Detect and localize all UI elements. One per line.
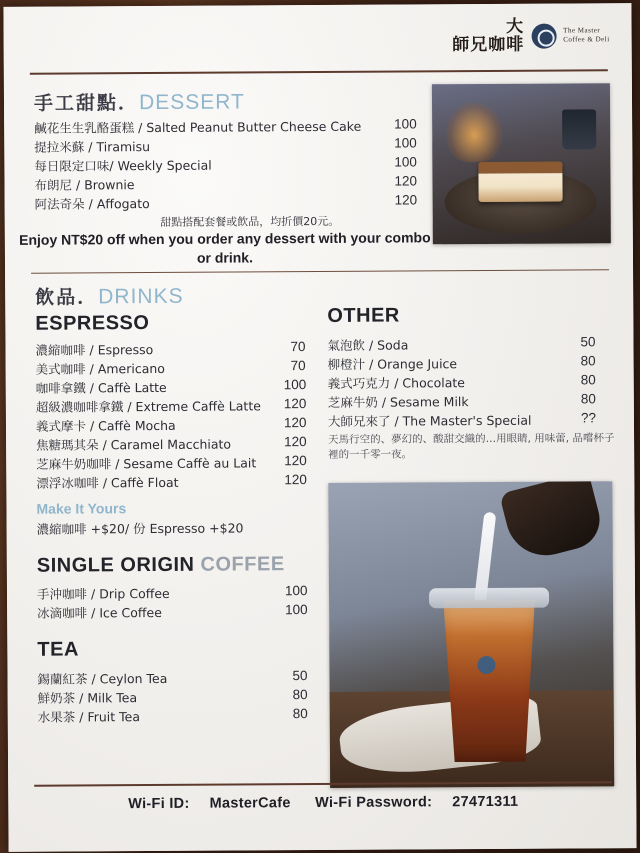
other-description: 天馬行空的、夢幻的、酸甜交織的…用眼睛, 用味蕾, 品嚐杯子裡的一千零一夜。 xyxy=(328,432,615,461)
espresso-item xyxy=(36,416,176,435)
dessert-item-name: 每日限定口味/ Weekly Special xyxy=(34,157,212,174)
other-item-price: 80 xyxy=(580,372,596,388)
espresso-item xyxy=(36,473,178,492)
espresso-item-price: 70 xyxy=(290,339,306,355)
wifi-footer xyxy=(34,793,612,813)
other-item xyxy=(328,373,465,392)
espresso-item xyxy=(36,435,231,454)
brand-logo-block xyxy=(452,17,610,54)
tea-item xyxy=(37,669,167,688)
single-origin-heading-bold: SINGLE ORIGIN xyxy=(36,553,201,577)
dessert-drinks-divider xyxy=(31,269,609,274)
dessert-note-cn: 甜點搭配套餐或飲品，均折價20元。 xyxy=(160,214,340,229)
espresso-item xyxy=(36,359,165,378)
wifi-id-value: MasterCafe xyxy=(209,795,291,812)
brand-name-en-line2: Coffee & Deli xyxy=(563,35,610,44)
menu-sheet xyxy=(3,3,636,852)
dessert-section-title xyxy=(34,87,245,115)
espresso-heading: ESPRESSO xyxy=(35,312,150,335)
espresso-item xyxy=(36,378,167,397)
espresso-item-name: 漂浮冰咖啡 / Caffè Float xyxy=(36,474,179,491)
single-origin-item-name: 手沖咖啡 / Drip Coffee xyxy=(36,585,170,602)
dessert-photo xyxy=(432,83,611,244)
dessert-item-name: 布朗尼 / Brownie xyxy=(34,177,135,193)
make-it-yours-line xyxy=(37,518,244,537)
dessert-item-price: 100 xyxy=(394,135,417,151)
single-origin-heading xyxy=(37,553,285,578)
brand-name-cn-line2: 師兄咖啡 xyxy=(452,34,525,56)
espresso-item-name: 超級濃咖啡拿鐵 / Extreme Caffè Latte xyxy=(35,398,261,415)
brand-name-cn-line1: 大 xyxy=(506,16,525,37)
other-item-price: 80 xyxy=(580,391,596,407)
dessert-item-name: 鹹花生生乳酪蛋糕 / Salted Peanut Butter Cheese Cake xyxy=(34,118,362,136)
espresso-item-price: 120 xyxy=(284,453,307,469)
dessert-title-en: DESSERT xyxy=(138,90,245,115)
espresso-item-price: 120 xyxy=(283,396,307,412)
drink-photo-lid xyxy=(429,588,549,609)
wifi-password-label: Wi-Fi Password: xyxy=(315,794,433,812)
espresso-item-name: 義式摩卡 / Caffè Mocha xyxy=(35,417,176,434)
espresso-item-name: 焦糖瑪其朵 / Caramel Macchiato xyxy=(36,436,232,453)
tea-item xyxy=(38,688,138,707)
other-item xyxy=(328,392,469,411)
tea-item-name: 錫蘭紅茶 / Ceylon Tea xyxy=(37,670,168,687)
tea-item-name: 鮮奶茶 / Milk Tea xyxy=(37,690,138,706)
single-origin-item xyxy=(37,603,162,622)
wifi-id-label: Wi-Fi ID: xyxy=(128,795,190,813)
espresso-item-name: 咖啡拿鐵 / Caffè Latte xyxy=(35,379,167,396)
tea-item xyxy=(38,707,140,726)
drinks-title-en: DRINKS xyxy=(98,284,184,309)
cup-logo-ring-icon xyxy=(477,656,495,674)
brand-name-en-line1: The Master xyxy=(563,26,601,35)
dessert-note-en: Enjoy NT$20 off when you order any dessert with your combo or drink. xyxy=(19,229,431,266)
brand-name-en xyxy=(563,26,610,44)
single-origin-item xyxy=(37,584,170,603)
make-it-yours-heading: Make It Yours xyxy=(36,500,127,517)
dessert-photo-cake xyxy=(478,162,562,203)
other-item-name: 柳橙汁 / Orange Juice xyxy=(327,356,458,372)
dessert-item-price: 120 xyxy=(394,192,418,208)
other-item-name: 義式巧克力 / Chocolate xyxy=(327,375,465,391)
tea-item-price: 80 xyxy=(292,687,308,703)
espresso-item-price: 100 xyxy=(283,377,307,393)
single-origin-item-name: 冰滴咖啡 / Ice Coffee xyxy=(37,604,162,621)
drinks-title-cn: 飲品． xyxy=(35,286,99,309)
coffee-ring-icon xyxy=(531,23,556,48)
menu-content xyxy=(3,3,636,852)
other-item xyxy=(327,335,408,353)
other-item xyxy=(328,411,532,430)
drinks-section-title xyxy=(35,282,184,310)
dessert-item-price: 100 xyxy=(394,154,417,170)
make-it-yours-text: 濃縮咖啡 +$20/ 份 Espresso +$20 xyxy=(36,520,244,537)
other-item-name: 大師兄來了 / The Master's Special xyxy=(327,412,532,429)
single-origin-item-price: 100 xyxy=(284,583,308,599)
tea-item-price: 50 xyxy=(292,668,308,684)
other-item-price: 50 xyxy=(580,334,596,350)
espresso-item-name: 芝麻牛奶咖啡 / Sesame Caffè au Lait xyxy=(36,455,257,472)
espresso-item-price: 120 xyxy=(284,472,307,488)
header-divider xyxy=(30,69,608,75)
espresso-item xyxy=(36,396,261,415)
dessert-item xyxy=(34,156,211,175)
dessert-item xyxy=(34,117,361,137)
dessert-item xyxy=(35,194,150,213)
espresso-item xyxy=(35,340,153,359)
drink-photo-cup-logo xyxy=(469,656,503,716)
espresso-item-name: 濃縮咖啡 / Espresso xyxy=(35,342,154,358)
other-heading: OTHER xyxy=(327,304,400,327)
dessert-title-cn: 手工甜點． xyxy=(33,92,140,115)
brand-name-cn xyxy=(452,18,524,54)
tea-item-price: 80 xyxy=(292,706,308,722)
espresso-item-name: 美式咖啡 / Americano xyxy=(35,360,165,377)
dessert-item xyxy=(34,175,134,194)
tea-heading: TEA xyxy=(37,638,79,661)
espresso-item-price: 120 xyxy=(283,415,307,431)
dessert-photo-light xyxy=(446,102,502,162)
wifi-password-value: 27471311 xyxy=(452,793,519,811)
dessert-photo-cup xyxy=(562,109,596,149)
other-item-price: ?? xyxy=(580,410,597,426)
espresso-item xyxy=(36,453,256,472)
drink-photo xyxy=(328,481,614,788)
other-item-price: 80 xyxy=(580,353,596,369)
tea-item-name: 水果茶 / Fruit Tea xyxy=(37,709,141,725)
espresso-item-price: 70 xyxy=(290,358,306,374)
espresso-item-price: 120 xyxy=(284,434,307,450)
dessert-item-price: 100 xyxy=(394,116,417,132)
single-origin-item-price: 100 xyxy=(285,602,308,618)
drink-photo-bottle xyxy=(499,481,606,564)
single-origin-heading-light: COFFEE xyxy=(200,553,285,576)
dessert-item-price: 120 xyxy=(394,173,418,189)
dessert-item-name: 阿法奇朵 / Affogato xyxy=(34,196,150,212)
other-item-name: 芝麻牛奶 / Sesame Milk xyxy=(327,394,469,410)
other-item xyxy=(328,354,458,373)
dessert-item-name: 提拉米蘇 / Tiramisu xyxy=(34,139,151,155)
other-item-name: 氣泡飲 / Soda xyxy=(327,337,409,353)
dessert-item xyxy=(34,137,150,156)
